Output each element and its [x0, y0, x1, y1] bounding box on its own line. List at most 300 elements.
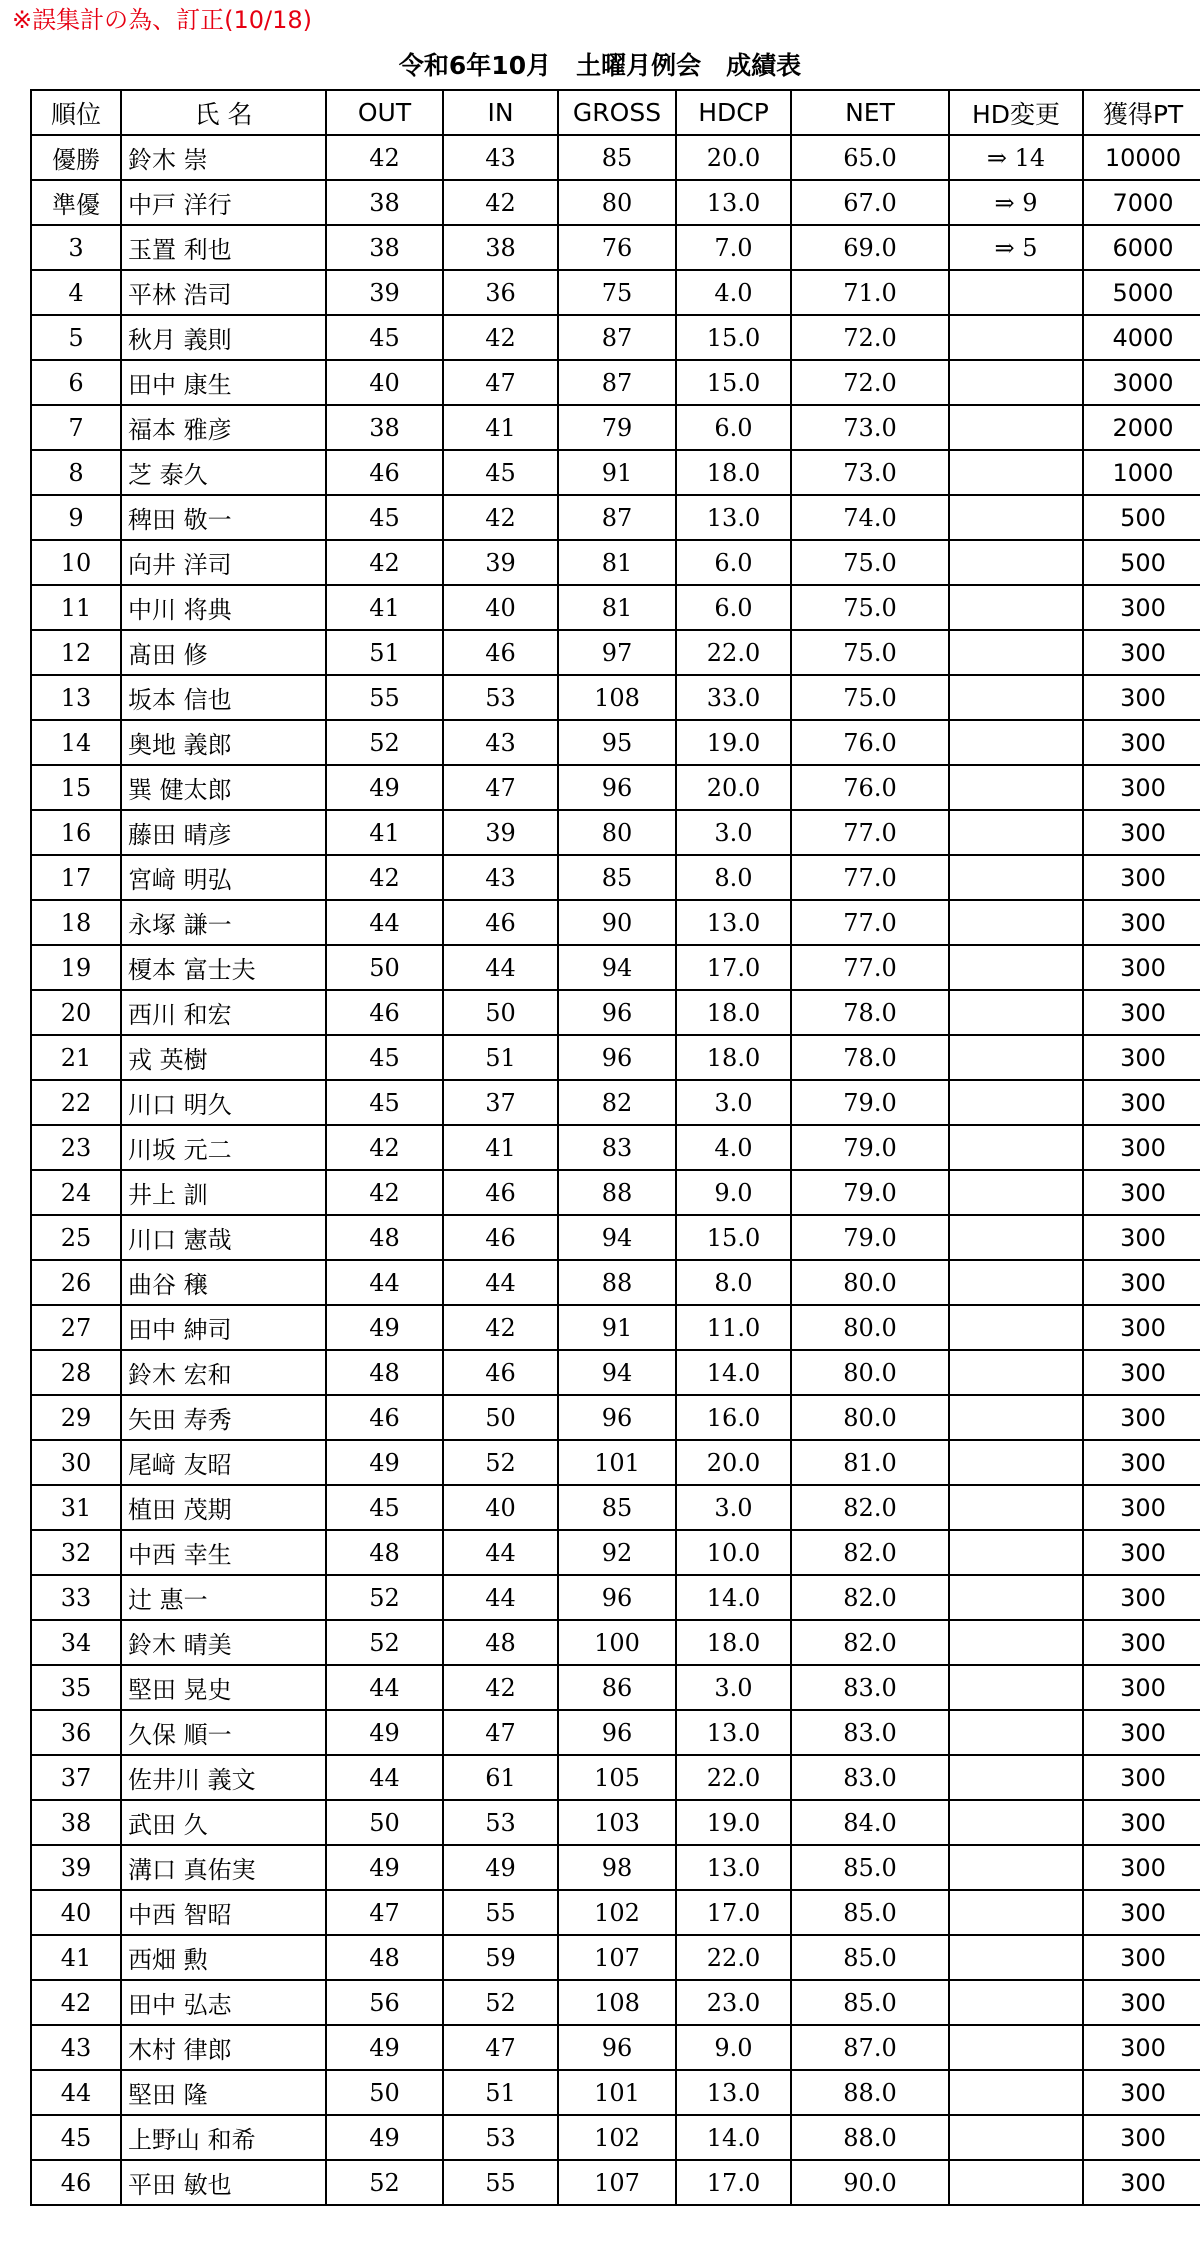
hd-change-cell	[949, 2115, 1083, 2160]
hdcp-cell: 9.0	[676, 2025, 791, 2070]
hdcp-cell: 6.0	[676, 585, 791, 630]
in-cell: 46	[443, 1170, 558, 1215]
header-row	[31, 90, 1200, 135]
hdcp-cell: 4.0	[676, 270, 791, 315]
points-cell: 300	[1083, 1935, 1200, 1980]
name-cell: 田中 弘志	[121, 1980, 326, 2025]
hd-change-cell	[949, 1350, 1083, 1395]
table-row	[31, 1170, 1200, 1215]
net-cell: 79.0	[791, 1080, 949, 1125]
gross-cell: 108	[558, 1980, 676, 2025]
rank-cell: 4	[31, 270, 121, 315]
net-cell: 75.0	[791, 630, 949, 675]
out-cell: 44	[326, 1755, 443, 1800]
hdcp-cell: 3.0	[676, 1665, 791, 1710]
hdcp-cell: 13.0	[676, 180, 791, 225]
hdcp-cell: 14.0	[676, 2115, 791, 2160]
name-cell: 永塚 謙一	[121, 900, 326, 945]
hdcp-cell: 13.0	[676, 1845, 791, 1890]
net-cell: 90.0	[791, 2160, 949, 2205]
name-cell: 鈴木 宏和	[121, 1350, 326, 1395]
rank-cell: 3	[31, 225, 121, 270]
gross-cell: 108	[558, 675, 676, 720]
gross-cell: 96	[558, 1395, 676, 1440]
hdcp-cell: 6.0	[676, 540, 791, 585]
col-header-gross: GROSS	[558, 90, 676, 135]
rank-cell: 36	[31, 1710, 121, 1755]
gross-cell: 85	[558, 135, 676, 180]
net-cell: 67.0	[791, 180, 949, 225]
name-cell: 鈴木 晴美	[121, 1620, 326, 1665]
in-cell: 40	[443, 1485, 558, 1530]
rank-cell: 44	[31, 2070, 121, 2115]
out-cell: 38	[326, 180, 443, 225]
hdcp-cell: 17.0	[676, 945, 791, 990]
points-cell: 300	[1083, 1215, 1200, 1260]
out-cell: 49	[326, 1305, 443, 1350]
in-cell: 52	[443, 1980, 558, 2025]
name-cell: 井上 訓	[121, 1170, 326, 1215]
hd-change-cell	[949, 1710, 1083, 1755]
name-cell: 戎 英樹	[121, 1035, 326, 1080]
in-cell: 43	[443, 720, 558, 765]
in-cell: 46	[443, 900, 558, 945]
gross-cell: 85	[558, 855, 676, 900]
points-cell: 300	[1083, 2115, 1200, 2160]
col-header-hd-change: HD変更	[949, 90, 1083, 135]
out-cell: 44	[326, 900, 443, 945]
out-cell: 50	[326, 1800, 443, 1845]
in-cell: 55	[443, 1890, 558, 1935]
points-cell: 300	[1083, 1845, 1200, 1890]
name-cell: 田中 紳司	[121, 1305, 326, 1350]
hdcp-cell: 14.0	[676, 1350, 791, 1395]
net-cell: 83.0	[791, 1710, 949, 1755]
hd-change-cell	[949, 1980, 1083, 2025]
points-cell: 300	[1083, 1080, 1200, 1125]
name-cell: 玉置 利也	[121, 225, 326, 270]
in-cell: 47	[443, 2025, 558, 2070]
name-cell: 中西 幸生	[121, 1530, 326, 1575]
name-cell: 矢田 寿秀	[121, 1395, 326, 1440]
hd-change-cell	[949, 720, 1083, 765]
hd-change-cell	[949, 1125, 1083, 1170]
points-cell: 300	[1083, 1260, 1200, 1305]
out-cell: 48	[326, 1530, 443, 1575]
hd-change-cell	[949, 360, 1083, 405]
table-row	[31, 765, 1200, 810]
hdcp-cell: 15.0	[676, 360, 791, 405]
gross-cell: 94	[558, 945, 676, 990]
table-row	[31, 1935, 1200, 1980]
in-cell: 49	[443, 1845, 558, 1890]
hd-change-cell	[949, 630, 1083, 675]
gross-cell: 102	[558, 1890, 676, 1935]
hdcp-cell: 8.0	[676, 855, 791, 900]
net-cell: 69.0	[791, 225, 949, 270]
in-cell: 59	[443, 1935, 558, 1980]
rank-cell: 11	[31, 585, 121, 630]
gross-cell: 83	[558, 1125, 676, 1170]
out-cell: 47	[326, 1890, 443, 1935]
net-cell: 75.0	[791, 540, 949, 585]
name-cell: 尾﨑 友昭	[121, 1440, 326, 1485]
points-cell: 500	[1083, 495, 1200, 540]
table-row	[31, 225, 1200, 270]
net-cell: 78.0	[791, 990, 949, 1035]
name-cell: 川坂 元二	[121, 1125, 326, 1170]
in-cell: 47	[443, 360, 558, 405]
name-cell: 堅田 隆	[121, 2070, 326, 2115]
hdcp-cell: 33.0	[676, 675, 791, 720]
in-cell: 41	[443, 405, 558, 450]
out-cell: 49	[326, 765, 443, 810]
out-cell: 48	[326, 1935, 443, 1980]
col-header-out: OUT	[326, 90, 443, 135]
hd-change-cell	[949, 2025, 1083, 2070]
hdcp-cell: 22.0	[676, 1755, 791, 1800]
points-cell: 300	[1083, 1305, 1200, 1350]
points-cell: 300	[1083, 1530, 1200, 1575]
hd-change-cell	[949, 945, 1083, 990]
gross-cell: 76	[558, 225, 676, 270]
rank-cell: 32	[31, 1530, 121, 1575]
name-cell: 坂本 信也	[121, 675, 326, 720]
in-cell: 42	[443, 495, 558, 540]
in-cell: 44	[443, 1530, 558, 1575]
hdcp-cell: 15.0	[676, 1215, 791, 1260]
table-row	[31, 360, 1200, 405]
hdcp-cell: 3.0	[676, 1485, 791, 1530]
in-cell: 42	[443, 1665, 558, 1710]
table-row	[31, 180, 1200, 225]
rank-cell: 33	[31, 1575, 121, 1620]
out-cell: 44	[326, 1260, 443, 1305]
points-cell: 300	[1083, 1485, 1200, 1530]
in-cell: 44	[443, 945, 558, 990]
gross-cell: 95	[558, 720, 676, 765]
net-cell: 65.0	[791, 135, 949, 180]
points-cell: 300	[1083, 855, 1200, 900]
rank-cell: 42	[31, 1980, 121, 2025]
hd-change-cell	[949, 1935, 1083, 1980]
in-cell: 37	[443, 1080, 558, 1125]
gross-cell: 94	[558, 1215, 676, 1260]
out-cell: 42	[326, 1170, 443, 1215]
out-cell: 52	[326, 2160, 443, 2205]
hdcp-cell: 22.0	[676, 630, 791, 675]
gross-cell: 86	[558, 1665, 676, 1710]
rank-cell: 21	[31, 1035, 121, 1080]
rank-cell: 24	[31, 1170, 121, 1215]
table-row	[31, 810, 1200, 855]
page-title: 令和6年10月 土曜月例会 成績表	[398, 51, 802, 80]
table-row	[31, 1440, 1200, 1485]
hd-change-cell	[949, 1395, 1083, 1440]
name-cell: 平田 敏也	[121, 2160, 326, 2205]
points-cell: 6000	[1083, 225, 1200, 270]
out-cell: 49	[326, 1710, 443, 1755]
net-cell: 76.0	[791, 720, 949, 765]
rank-cell: 22	[31, 1080, 121, 1125]
table-row	[31, 1080, 1200, 1125]
points-cell: 300	[1083, 1620, 1200, 1665]
correction-notice: ※誤集計の為、訂正(10/18)	[12, 6, 312, 34]
out-cell: 46	[326, 990, 443, 1035]
hd-change-cell: ⇒ 5	[949, 225, 1083, 270]
rank-cell: 優勝	[31, 135, 121, 180]
table-row	[31, 1665, 1200, 1710]
points-cell: 300	[1083, 1755, 1200, 1800]
hd-change-cell	[949, 540, 1083, 585]
hd-change-cell	[949, 405, 1083, 450]
hdcp-cell: 17.0	[676, 1890, 791, 1935]
gross-cell: 105	[558, 1755, 676, 1800]
net-cell: 82.0	[791, 1575, 949, 1620]
in-cell: 50	[443, 990, 558, 1035]
gross-cell: 94	[558, 1350, 676, 1395]
rank-cell: 16	[31, 810, 121, 855]
in-cell: 44	[443, 1260, 558, 1305]
net-cell: 71.0	[791, 270, 949, 315]
out-cell: 38	[326, 405, 443, 450]
in-cell: 41	[443, 1125, 558, 1170]
name-cell: 植田 茂期	[121, 1485, 326, 1530]
table-row	[31, 2115, 1200, 2160]
hdcp-cell: 13.0	[676, 900, 791, 945]
points-cell: 300	[1083, 900, 1200, 945]
col-header-in: IN	[443, 90, 558, 135]
col-header-rank: 順位	[31, 90, 121, 135]
col-header-hdcp: HDCP	[676, 90, 791, 135]
net-cell: 72.0	[791, 315, 949, 360]
in-cell: 55	[443, 2160, 558, 2205]
out-cell: 48	[326, 1215, 443, 1260]
hd-change-cell	[949, 495, 1083, 540]
out-cell: 42	[326, 855, 443, 900]
points-cell: 300	[1083, 675, 1200, 720]
gross-cell: 81	[558, 540, 676, 585]
in-cell: 46	[443, 1215, 558, 1260]
rank-cell: 17	[31, 855, 121, 900]
name-cell: 中川 将典	[121, 585, 326, 630]
hd-change-cell: ⇒ 9	[949, 180, 1083, 225]
out-cell: 46	[326, 1395, 443, 1440]
table-row	[31, 1980, 1200, 2025]
table-row	[31, 1395, 1200, 1440]
in-cell: 48	[443, 1620, 558, 1665]
net-cell: 80.0	[791, 1395, 949, 1440]
net-cell: 79.0	[791, 1170, 949, 1215]
hd-change-cell	[949, 675, 1083, 720]
gross-cell: 103	[558, 1800, 676, 1845]
table-row	[31, 315, 1200, 360]
out-cell: 50	[326, 945, 443, 990]
gross-cell: 88	[558, 1260, 676, 1305]
net-cell: 80.0	[791, 1350, 949, 1395]
name-cell: 向井 洋司	[121, 540, 326, 585]
gross-cell: 85	[558, 1485, 676, 1530]
net-cell: 77.0	[791, 945, 949, 990]
gross-cell: 92	[558, 1530, 676, 1575]
table-row	[31, 540, 1200, 585]
gross-cell: 82	[558, 1080, 676, 1125]
net-cell: 84.0	[791, 1800, 949, 1845]
name-cell: 芝 泰久	[121, 450, 326, 495]
hdcp-cell: 20.0	[676, 765, 791, 810]
net-cell: 82.0	[791, 1620, 949, 1665]
name-cell: 上野山 和希	[121, 2115, 326, 2160]
gross-cell: 96	[558, 1710, 676, 1755]
hdcp-cell: 15.0	[676, 315, 791, 360]
net-cell: 88.0	[791, 2070, 949, 2115]
points-cell: 300	[1083, 720, 1200, 765]
hd-change-cell	[949, 585, 1083, 630]
out-cell: 48	[326, 1350, 443, 1395]
name-cell: 藤田 晴彦	[121, 810, 326, 855]
hdcp-cell: 9.0	[676, 1170, 791, 1215]
hdcp-cell: 16.0	[676, 1395, 791, 1440]
name-cell: 川口 憲哉	[121, 1215, 326, 1260]
rank-cell: 8	[31, 450, 121, 495]
out-cell: 51	[326, 630, 443, 675]
in-cell: 43	[443, 135, 558, 180]
name-cell: 佐井川 義文	[121, 1755, 326, 1800]
out-cell: 44	[326, 1665, 443, 1710]
name-cell: 武田 久	[121, 1800, 326, 1845]
hdcp-cell: 3.0	[676, 810, 791, 855]
gross-cell: 98	[558, 1845, 676, 1890]
hdcp-cell: 8.0	[676, 1260, 791, 1305]
gross-cell: 96	[558, 1035, 676, 1080]
points-cell: 300	[1083, 2160, 1200, 2205]
out-cell: 49	[326, 2025, 443, 2070]
out-cell: 52	[326, 1620, 443, 1665]
table-row	[31, 675, 1200, 720]
hd-change-cell	[949, 990, 1083, 1035]
table-row	[31, 1035, 1200, 1080]
hd-change-cell	[949, 2160, 1083, 2205]
out-cell: 45	[326, 1035, 443, 1080]
gross-cell: 88	[558, 1170, 676, 1215]
name-cell: 稗田 敬一	[121, 495, 326, 540]
out-cell: 42	[326, 135, 443, 180]
table-row	[31, 900, 1200, 945]
hdcp-cell: 6.0	[676, 405, 791, 450]
name-cell: 平林 浩司	[121, 270, 326, 315]
table-row	[31, 1350, 1200, 1395]
hdcp-cell: 23.0	[676, 1980, 791, 2025]
hdcp-cell: 18.0	[676, 1620, 791, 1665]
hdcp-cell: 18.0	[676, 1035, 791, 1080]
hdcp-cell: 20.0	[676, 135, 791, 180]
gross-cell: 100	[558, 1620, 676, 1665]
gross-cell: 75	[558, 270, 676, 315]
points-cell: 300	[1083, 1035, 1200, 1080]
net-cell: 75.0	[791, 585, 949, 630]
name-cell: 榎本 富士夫	[121, 945, 326, 990]
name-cell: 西畑 勲	[121, 1935, 326, 1980]
out-cell: 56	[326, 1980, 443, 2025]
hd-change-cell	[949, 1170, 1083, 1215]
hd-change-cell	[949, 1665, 1083, 1710]
points-cell: 5000	[1083, 270, 1200, 315]
table-row	[31, 1755, 1200, 1800]
table-row	[31, 1890, 1200, 1935]
name-cell: 鈴木 崇	[121, 135, 326, 180]
rank-cell: 15	[31, 765, 121, 810]
net-cell: 76.0	[791, 765, 949, 810]
net-cell: 79.0	[791, 1125, 949, 1170]
hdcp-cell: 13.0	[676, 495, 791, 540]
gross-cell: 97	[558, 630, 676, 675]
net-cell: 77.0	[791, 810, 949, 855]
in-cell: 47	[443, 765, 558, 810]
hd-change-cell	[949, 315, 1083, 360]
in-cell: 53	[443, 675, 558, 720]
rank-cell: 25	[31, 1215, 121, 1260]
in-cell: 46	[443, 630, 558, 675]
hd-change-cell	[949, 270, 1083, 315]
rank-cell: 13	[31, 675, 121, 720]
name-cell: 堅田 晃史	[121, 1665, 326, 1710]
points-cell: 300	[1083, 1665, 1200, 1710]
name-cell: 田中 康生	[121, 360, 326, 405]
rank-cell: 9	[31, 495, 121, 540]
table-row	[31, 450, 1200, 495]
out-cell: 45	[326, 1485, 443, 1530]
table-row	[31, 2025, 1200, 2070]
hdcp-cell: 18.0	[676, 990, 791, 1035]
hd-change-cell	[949, 2070, 1083, 2115]
name-cell: 福本 雅彦	[121, 405, 326, 450]
rank-cell: 30	[31, 1440, 121, 1485]
in-cell: 45	[443, 450, 558, 495]
points-cell: 300	[1083, 1710, 1200, 1755]
hdcp-cell: 7.0	[676, 225, 791, 270]
net-cell: 75.0	[791, 675, 949, 720]
name-cell: 奥地 義郎	[121, 720, 326, 765]
net-cell: 81.0	[791, 1440, 949, 1485]
out-cell: 49	[326, 1845, 443, 1890]
in-cell: 39	[443, 810, 558, 855]
table-row	[31, 2070, 1200, 2115]
rank-cell: 34	[31, 1620, 121, 1665]
name-cell: 曲谷 穣	[121, 1260, 326, 1305]
points-cell: 1000	[1083, 450, 1200, 495]
results-table	[30, 89, 1200, 2206]
rank-cell: 5	[31, 315, 121, 360]
table-row	[31, 720, 1200, 765]
out-cell: 55	[326, 675, 443, 720]
hdcp-cell: 4.0	[676, 1125, 791, 1170]
hd-change-cell	[949, 900, 1083, 945]
rank-cell: 43	[31, 2025, 121, 2070]
in-cell: 61	[443, 1755, 558, 1800]
rank-cell: 27	[31, 1305, 121, 1350]
net-cell: 80.0	[791, 1260, 949, 1305]
hdcp-cell: 13.0	[676, 1710, 791, 1755]
hd-change-cell	[949, 1845, 1083, 1890]
name-cell: 秋月 義則	[121, 315, 326, 360]
gross-cell: 107	[558, 2160, 676, 2205]
gross-cell: 87	[558, 495, 676, 540]
table-row	[31, 1845, 1200, 1890]
table-row	[31, 1485, 1200, 1530]
table-row	[31, 1620, 1200, 1665]
name-cell: 溝口 真佑実	[121, 1845, 326, 1890]
table-row	[31, 135, 1200, 180]
